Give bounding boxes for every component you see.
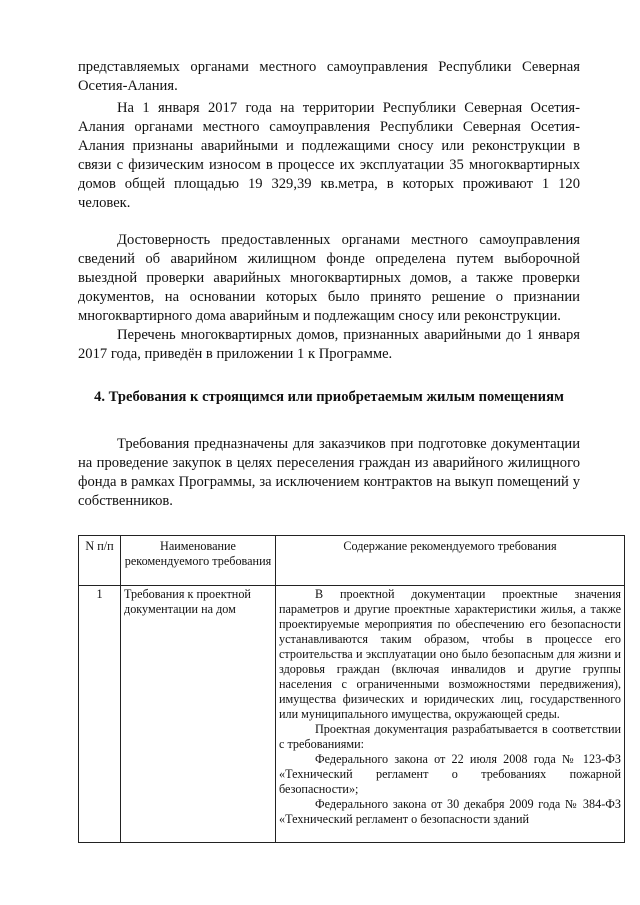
- paragraph-emergency-housing-count: На 1 января 2017 года на территории Республики Северная Осетия-Алания органами местного самоуправления Республики Северная Осетия-Алания признаны аварийными и подлежащими сносу или реконструкции в связи с физическим износом в процессе их эксплуатации 35 многоквартирных домов общей площадью 19 329,39 кв.метра, в которых проживают 1 120 человек.: [78, 100, 580, 212]
- requirement-paragraph: Федерального закона от 22 июля 2008 года № 123-ФЗ «Технический регламент о требованиях пожарной безопасности»;: [279, 752, 621, 796]
- paragraph-requirements-intro: Требования предназначены для заказчиков при подготовке документации на проведение закупок в целях переселения граждан из аварийного жилищного фонда в рамках Программы, за исключением контрактов на выкуп помещений у собственников.: [78, 436, 580, 510]
- column-header-number: N п/п: [79, 536, 121, 586]
- requirement-name: Требования к проектной документации на дом: [121, 586, 276, 843]
- row-number: 1: [79, 586, 121, 843]
- table-row: [79, 586, 625, 843]
- column-header-name: Наименование рекомендуемого требования: [121, 536, 276, 586]
- column-header-content: Содержание рекомендуемого требования: [276, 536, 625, 586]
- paragraph-continuation: представляемых органами местного самоуправления Республики Северная Осетия-Алания.: [78, 59, 580, 95]
- requirement-content: [276, 586, 625, 843]
- table-header-row: [79, 536, 625, 586]
- paragraph-appendix-reference: Перечень многоквартирных домов, признанных аварийными до 1 января 2017 года, приведён в приложении 1 к Программе.: [78, 327, 580, 363]
- section-heading: 4. Требования к строящимся или приобретаемым жилым помещениям: [94, 389, 564, 405]
- paragraph-verification: Достоверность предоставленных органами местного самоуправления сведений об аварийном жилищном фонде определена путем выборочной выездной проверки аварийных многоквартирных домов, а также проверки документов, на основании которых было принято решение о признании многоквартирного дома аварийным и подлежащим сносу или реконструкции.: [78, 232, 580, 325]
- requirement-paragraph: Проектная документация разрабатывается в соответствии с требованиями:: [279, 722, 621, 751]
- requirement-paragraph: Федерального закона от 30 декабря 2009 года № 384-ФЗ «Технический регламент о безопасности зданий: [279, 797, 621, 826]
- requirements-table: [78, 535, 625, 843]
- requirement-paragraph: В проектной документации проектные значения параметров и другие проектные характеристики жилья, а также проектируемые мероприятия по обеспечению его безопасности устанавливаются таким образом, чтобы в процессе его строительства и эксплуатации оно было безопасным для жизни и здоровья граждан (включая инвалидов и другие группы населения с ограниченными возможностями передвижения), имущества физических и юридических лиц, государственного или муниципального имущества, окружающей среды.: [279, 587, 621, 721]
